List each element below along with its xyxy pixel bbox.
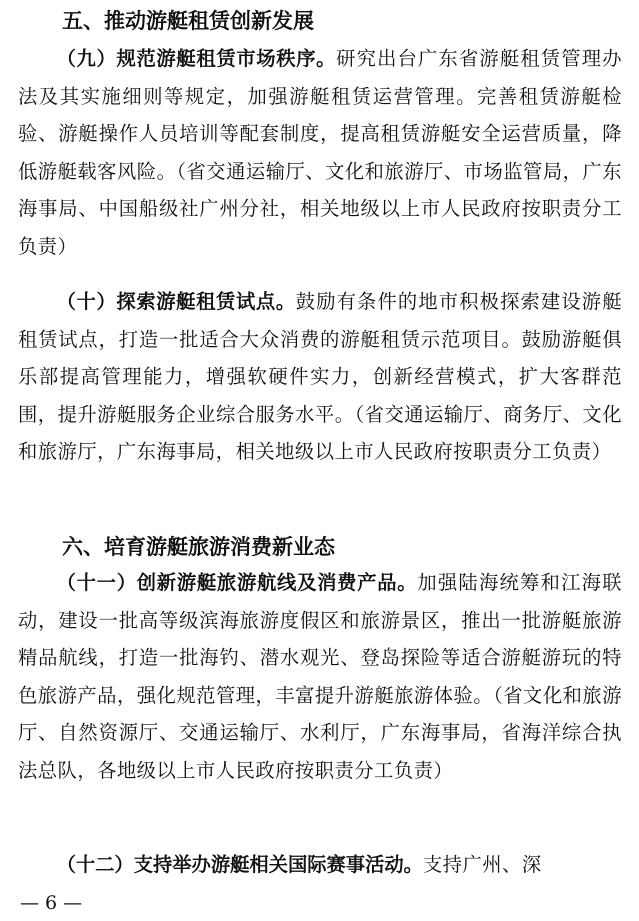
item-title-9: （九）规范游艇租赁市场秩序。 <box>56 47 337 70</box>
item-body-10: 鼓励有条件的地市积极探索建设游艇租赁试点，打造一批适合大众消费的游艇租赁示范项目。鼓励游艇俱乐部提高管理能力，增强软硬件实力，创新经营模式，扩大客群范围，提升游艇服务企业综合服务水平。（省交通运输厅、商务厅、文化和旅游厅，广东海事局，相关地级以上市人民政府按职责分工负责） <box>18 290 623 464</box>
item-title-12: （十二）支持举办游艇相关国际赛事活动。 <box>56 853 423 876</box>
item-body-9: 研究出台广东省游艇租赁管理办法及其实施细则等规定，加强游艇租赁运营管理。完善租赁游艇检验、游艇操作人员培训等配套制度，提高租赁游艇安全运营质量，降低游艇载客风险。（省交通运输厅、文化和旅游厅、市场监管局，广东海事局、中国船级社广州分社，相关地级以上市人民政府按职责分工负责） <box>18 47 622 258</box>
section-heading-6: 六、培育游艇旅游消费新业态 <box>62 535 335 559</box>
paragraph-item-11 <box>18 564 622 790</box>
item-title-10: （十）探索游艇租赁试点。 <box>56 290 296 313</box>
item-title-11: （十一）创新游艇旅游航线及消费产品。 <box>56 571 418 594</box>
section-heading-5: 五、推动游艇租赁创新发展 <box>62 9 314 33</box>
item-body-12: 支持广州、深 <box>422 853 542 876</box>
page-number: — 6 — <box>20 892 83 914</box>
item-body-11: 加强陆海统筹和江海联动，建设一批高等级滨海旅游度假区和旅游景区，推出一批游艇旅游精品航线，打造一批海钓、潜水观光、登岛探险等适合游艇游玩的特色旅游产品，强化规范管理，丰富提升游艇旅游体验。（省文化和旅游厅、自然资源厅、交通运输厅、水利厅，广东海事局，省海洋综合执法总队，各地级以上市人民政府按职责分工负责） <box>18 571 622 782</box>
paragraph-item-9 <box>18 40 622 266</box>
paragraph-item-10 <box>18 283 622 471</box>
paragraph-item-12 <box>18 846 622 884</box>
